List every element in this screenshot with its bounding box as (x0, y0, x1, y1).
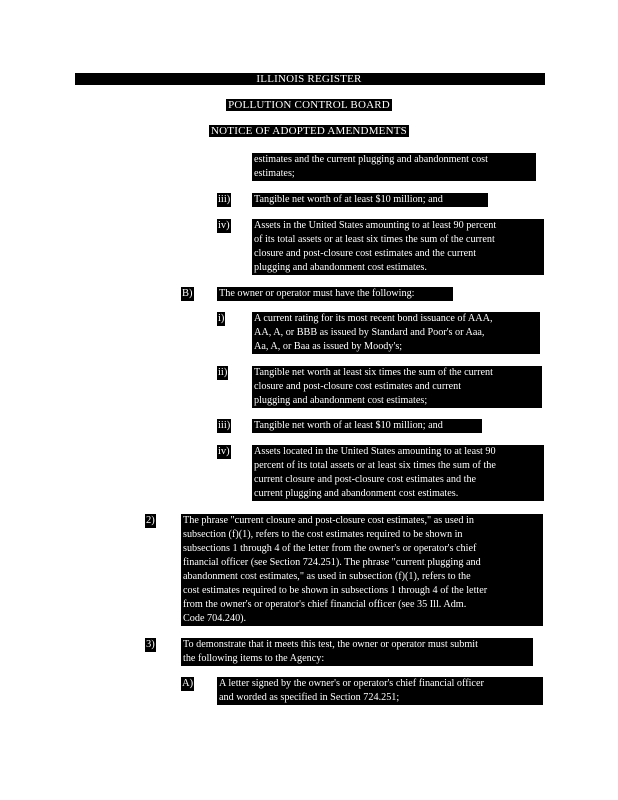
text-line: plugging and abandonment cost estimates; (254, 395, 428, 406)
text-line: closure and post-closure cost estimates and current (254, 381, 462, 392)
text-line: current plugging and abandonment cost estimates. (254, 488, 459, 499)
paragraph-label-3: 3) (146, 639, 155, 650)
paragraph-text-3 (181, 638, 533, 666)
text-line: the following items to the Agency: (183, 653, 325, 664)
text-line: To demonstrate that it meets this test, the owner or operator must submit (183, 639, 478, 650)
text-line: estimates; (254, 168, 295, 179)
subsection-text-b (217, 287, 453, 301)
item-label-a-iv: iv) (218, 220, 230, 231)
text-line: financial officer (see Section 724.251). The phrase "current plugging and (183, 557, 481, 568)
text-line: A letter signed by the owner's or operator's chief financial officer (219, 678, 484, 689)
text-line: Assets located in the United States amounting to at least 90 (254, 446, 496, 457)
item-label-b-i: i) (218, 313, 225, 324)
item-text-a-iv (252, 219, 544, 275)
text-line: Tangible net worth of at least $10 million; and (254, 194, 443, 205)
text-line: A current rating for its most recent bond issuance of AAA, (254, 313, 493, 324)
text-line: Tangible net worth at least six times the sum of the current (254, 367, 493, 378)
item-label-b-ii: ii) (218, 367, 228, 378)
text-line: abandonment cost estimates," as used in subsection (f)(1), refers to the (183, 571, 471, 582)
paragraph-label-2: 2) (146, 515, 155, 526)
text-line: subsections 1 through 4 of the letter from the owner's or operator's chief (183, 543, 477, 554)
text-line: and worded as specified in Section 724.251; (219, 692, 400, 703)
text-line: of its total assets or at least six times the sum of the current (254, 234, 495, 245)
text-line: AA, A, or BBB as issued by Standard and Poor's or Aaa, (254, 327, 485, 338)
journal-title: ILLINOIS REGISTER (256, 73, 362, 85)
subsection-text-3a (217, 677, 543, 705)
text-line: percent of its total assets or at least six times the sum of the (254, 460, 496, 471)
item-text-b-i (252, 312, 540, 354)
text-line: from the owner's or operator's chief financial officer (see 35 Ill. Adm. (183, 599, 467, 610)
text-line: Aa, A, or Baa as issued by Moody's; (254, 341, 403, 352)
item-text-b-ii (252, 366, 542, 408)
item-label-a-iii: iii) (218, 194, 231, 205)
item-label-b-iv: iv) (218, 446, 230, 457)
text-line: current closure and post-closure cost estimates and the (254, 474, 477, 485)
item-text-b-iii (252, 419, 482, 433)
text-line: Tangible net worth of at least $10 million; and (254, 420, 443, 431)
paragraph-text-2 (181, 514, 543, 626)
item-text-b-iv (252, 445, 544, 501)
continued-text (252, 153, 536, 181)
notice-title: NOTICE OF ADOPTED AMENDMENTS (211, 125, 407, 137)
text-line: plugging and abandonment cost estimates. (254, 262, 427, 273)
item-label-b-iii: iii) (218, 420, 231, 431)
text-line: subsection (f)(1), refers to the cost estimates required to be shown in (183, 529, 463, 540)
text-line: estimates and the current plugging and abandonment cost (254, 154, 488, 165)
subsection-label-3a: A) (182, 678, 194, 689)
text-line: Code 704.240). (183, 613, 247, 624)
text-line: closure and post-closure cost estimates and the current (254, 248, 477, 259)
text-line: Assets in the United States amounting to at least 90 percent (254, 220, 497, 231)
agency-name: POLLUTION CONTROL BOARD (228, 99, 390, 111)
text-line: The owner or operator must have the following: (219, 288, 415, 299)
text-line: The phrase "current closure and post-closure cost estimates," as used in (183, 515, 474, 526)
subsection-label-b: B) (182, 288, 193, 299)
text-line: cost estimates required to be shown in subsections 1 through 4 of the letter (183, 585, 488, 596)
item-text-a-iii (252, 193, 488, 207)
